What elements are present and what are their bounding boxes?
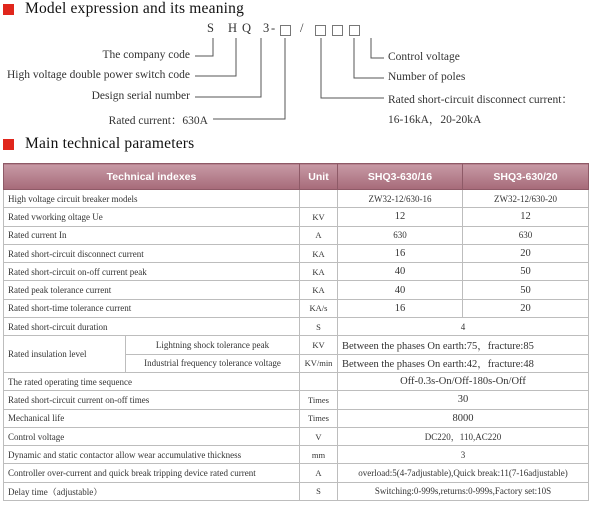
row-label: Rated short-circuit on-off current peak — [4, 263, 300, 281]
table-row — [4, 464, 589, 482]
row-label: Rated insulation level — [4, 336, 126, 373]
row-value-merged: 30 — [338, 391, 589, 409]
row-value-20: 50 — [463, 263, 589, 281]
table-row — [4, 244, 589, 262]
row-value-20: 630 — [463, 226, 589, 244]
red-square-icon — [3, 4, 14, 15]
row-unit: KA — [300, 281, 338, 299]
row-unit: mm — [300, 446, 338, 464]
placeholder-box — [280, 25, 291, 36]
model-code-char: - — [271, 21, 279, 35]
row-label: Rated short-circuit duration — [4, 318, 300, 336]
row-value-16: 16 — [338, 244, 463, 262]
sub-row-label: Lightning shock tolerance peak — [126, 336, 300, 354]
section-title: Model expression and its meaning — [25, 0, 245, 17]
section-heading-model — [0, 0, 244, 18]
row-unit: A — [300, 464, 338, 482]
row-value-20: 20 — [463, 244, 589, 262]
row-unit: KA — [300, 263, 338, 281]
row-label: Rated short-circuit current on-off times — [4, 391, 300, 409]
row-value-merged: 8000 — [338, 409, 589, 427]
row-unit: KA — [300, 244, 338, 262]
model-code-char: Q — [242, 21, 255, 35]
row-value-16: 40 — [338, 281, 463, 299]
section-title: Main technical parameters — [25, 135, 195, 152]
row-value-16: ZW32-12/630-16 — [338, 190, 463, 208]
row-value-merged: Between the phases On earth:75，fracture:85 — [338, 336, 589, 354]
table-row — [4, 190, 589, 208]
table-row — [4, 391, 589, 409]
row-value-merged: 4 — [338, 318, 589, 336]
row-label: High voltage circuit breaker models — [4, 190, 300, 208]
row-unit: KV — [300, 208, 338, 226]
row-value-20: ZW32-12/630-20 — [463, 190, 589, 208]
row-unit: V — [300, 427, 338, 445]
model-code-char: 3 — [263, 21, 273, 35]
row-value-16: 16 — [338, 299, 463, 317]
sub-row-label: Industrial frequency tolerance voltage — [126, 354, 300, 372]
section-heading-params — [0, 135, 194, 153]
row-value-merged: Off-0.3s-On/Off-180s-On/Off — [338, 372, 589, 390]
red-square-icon — [3, 139, 14, 150]
table-row — [4, 482, 589, 500]
placeholder-box — [315, 25, 326, 36]
table-row — [4, 281, 589, 299]
row-unit — [300, 372, 338, 390]
placeholder-box — [332, 25, 343, 36]
placeholder-box — [349, 25, 360, 36]
label-design-serial: Design serial number — [91, 90, 190, 102]
label-rated-current: Rated current：630A — [108, 115, 208, 127]
row-value-merged: Switching:0-999s,returns:0-999s,Factory set:10S — [338, 482, 589, 500]
row-label: Rated short-time tolerance current — [4, 299, 300, 317]
header-model-16: SHQ3-630/16 — [338, 164, 463, 190]
row-label: Rated current In — [4, 226, 300, 244]
label-breaking-values: 16-16kA，20-20kA — [388, 114, 482, 126]
table-row — [4, 446, 589, 464]
header-model-20: SHQ3-630/20 — [463, 164, 589, 190]
row-value-merged: 3 — [338, 446, 589, 464]
row-unit: Times — [300, 409, 338, 427]
row-unit: KV/min — [300, 354, 338, 372]
row-value-20: 50 — [463, 281, 589, 299]
table-row — [4, 318, 589, 336]
row-unit — [300, 190, 338, 208]
row-label: The rated operating time sequence — [4, 372, 300, 390]
row-unit: Times — [300, 391, 338, 409]
model-code-char: S — [207, 21, 217, 35]
row-label: Mechanical life — [4, 409, 300, 427]
row-unit: KV — [300, 336, 338, 354]
table-row — [4, 409, 589, 427]
table-row — [4, 299, 589, 317]
row-label: Rated vworking oltage Ue — [4, 208, 300, 226]
row-unit: S — [300, 482, 338, 500]
model-code-slash: / — [300, 21, 307, 35]
row-value-20: 12 — [463, 208, 589, 226]
label-number-of-poles: Number of poles — [388, 71, 466, 83]
label-control-voltage: Control voltage — [388, 51, 460, 63]
table-row — [4, 263, 589, 281]
row-label: Delay time（adjustable） — [4, 482, 300, 500]
table-header-row — [4, 164, 589, 190]
row-label: Rated short-circuit disconnect current — [4, 244, 300, 262]
row-value-merged: DC220，110,AC220 — [338, 427, 589, 445]
row-value-16: 40 — [338, 263, 463, 281]
row-value-merged: Between the phases On earth:42，fracture:48 — [338, 354, 589, 372]
header-technical-indexes: Technical indexes — [4, 164, 300, 190]
row-unit: KA/s — [300, 299, 338, 317]
table-row — [4, 226, 589, 244]
model-code-char: H — [228, 21, 241, 35]
technical-parameters-table — [3, 163, 589, 501]
label-breaking-current: Rated short-circuit disconnect current： — [388, 94, 573, 106]
label-switch-code: High voltage double power switch code — [7, 69, 190, 81]
header-unit: Unit — [300, 164, 338, 190]
row-label: Controller over-current and quick break tripping device rated current — [4, 464, 300, 482]
label-company-code: The company code — [102, 49, 190, 61]
row-value-16: 630 — [338, 226, 463, 244]
row-value-20: 20 — [463, 299, 589, 317]
table-row — [4, 336, 589, 354]
table-row — [4, 208, 589, 226]
model-diagram — [0, 18, 590, 130]
row-label: Dynamic and static contactor allow wear accumulative thickness — [4, 446, 300, 464]
row-label: Rated peak tolerance current — [4, 281, 300, 299]
table-row — [4, 372, 589, 390]
row-unit: A — [300, 226, 338, 244]
row-label: Control voltage — [4, 427, 300, 445]
row-value-16: 12 — [338, 208, 463, 226]
row-unit: S — [300, 318, 338, 336]
table-row — [4, 427, 589, 445]
row-value-merged: overload:5(4-7adjustable),Quick break:11(7-16adjustable) — [338, 464, 589, 482]
